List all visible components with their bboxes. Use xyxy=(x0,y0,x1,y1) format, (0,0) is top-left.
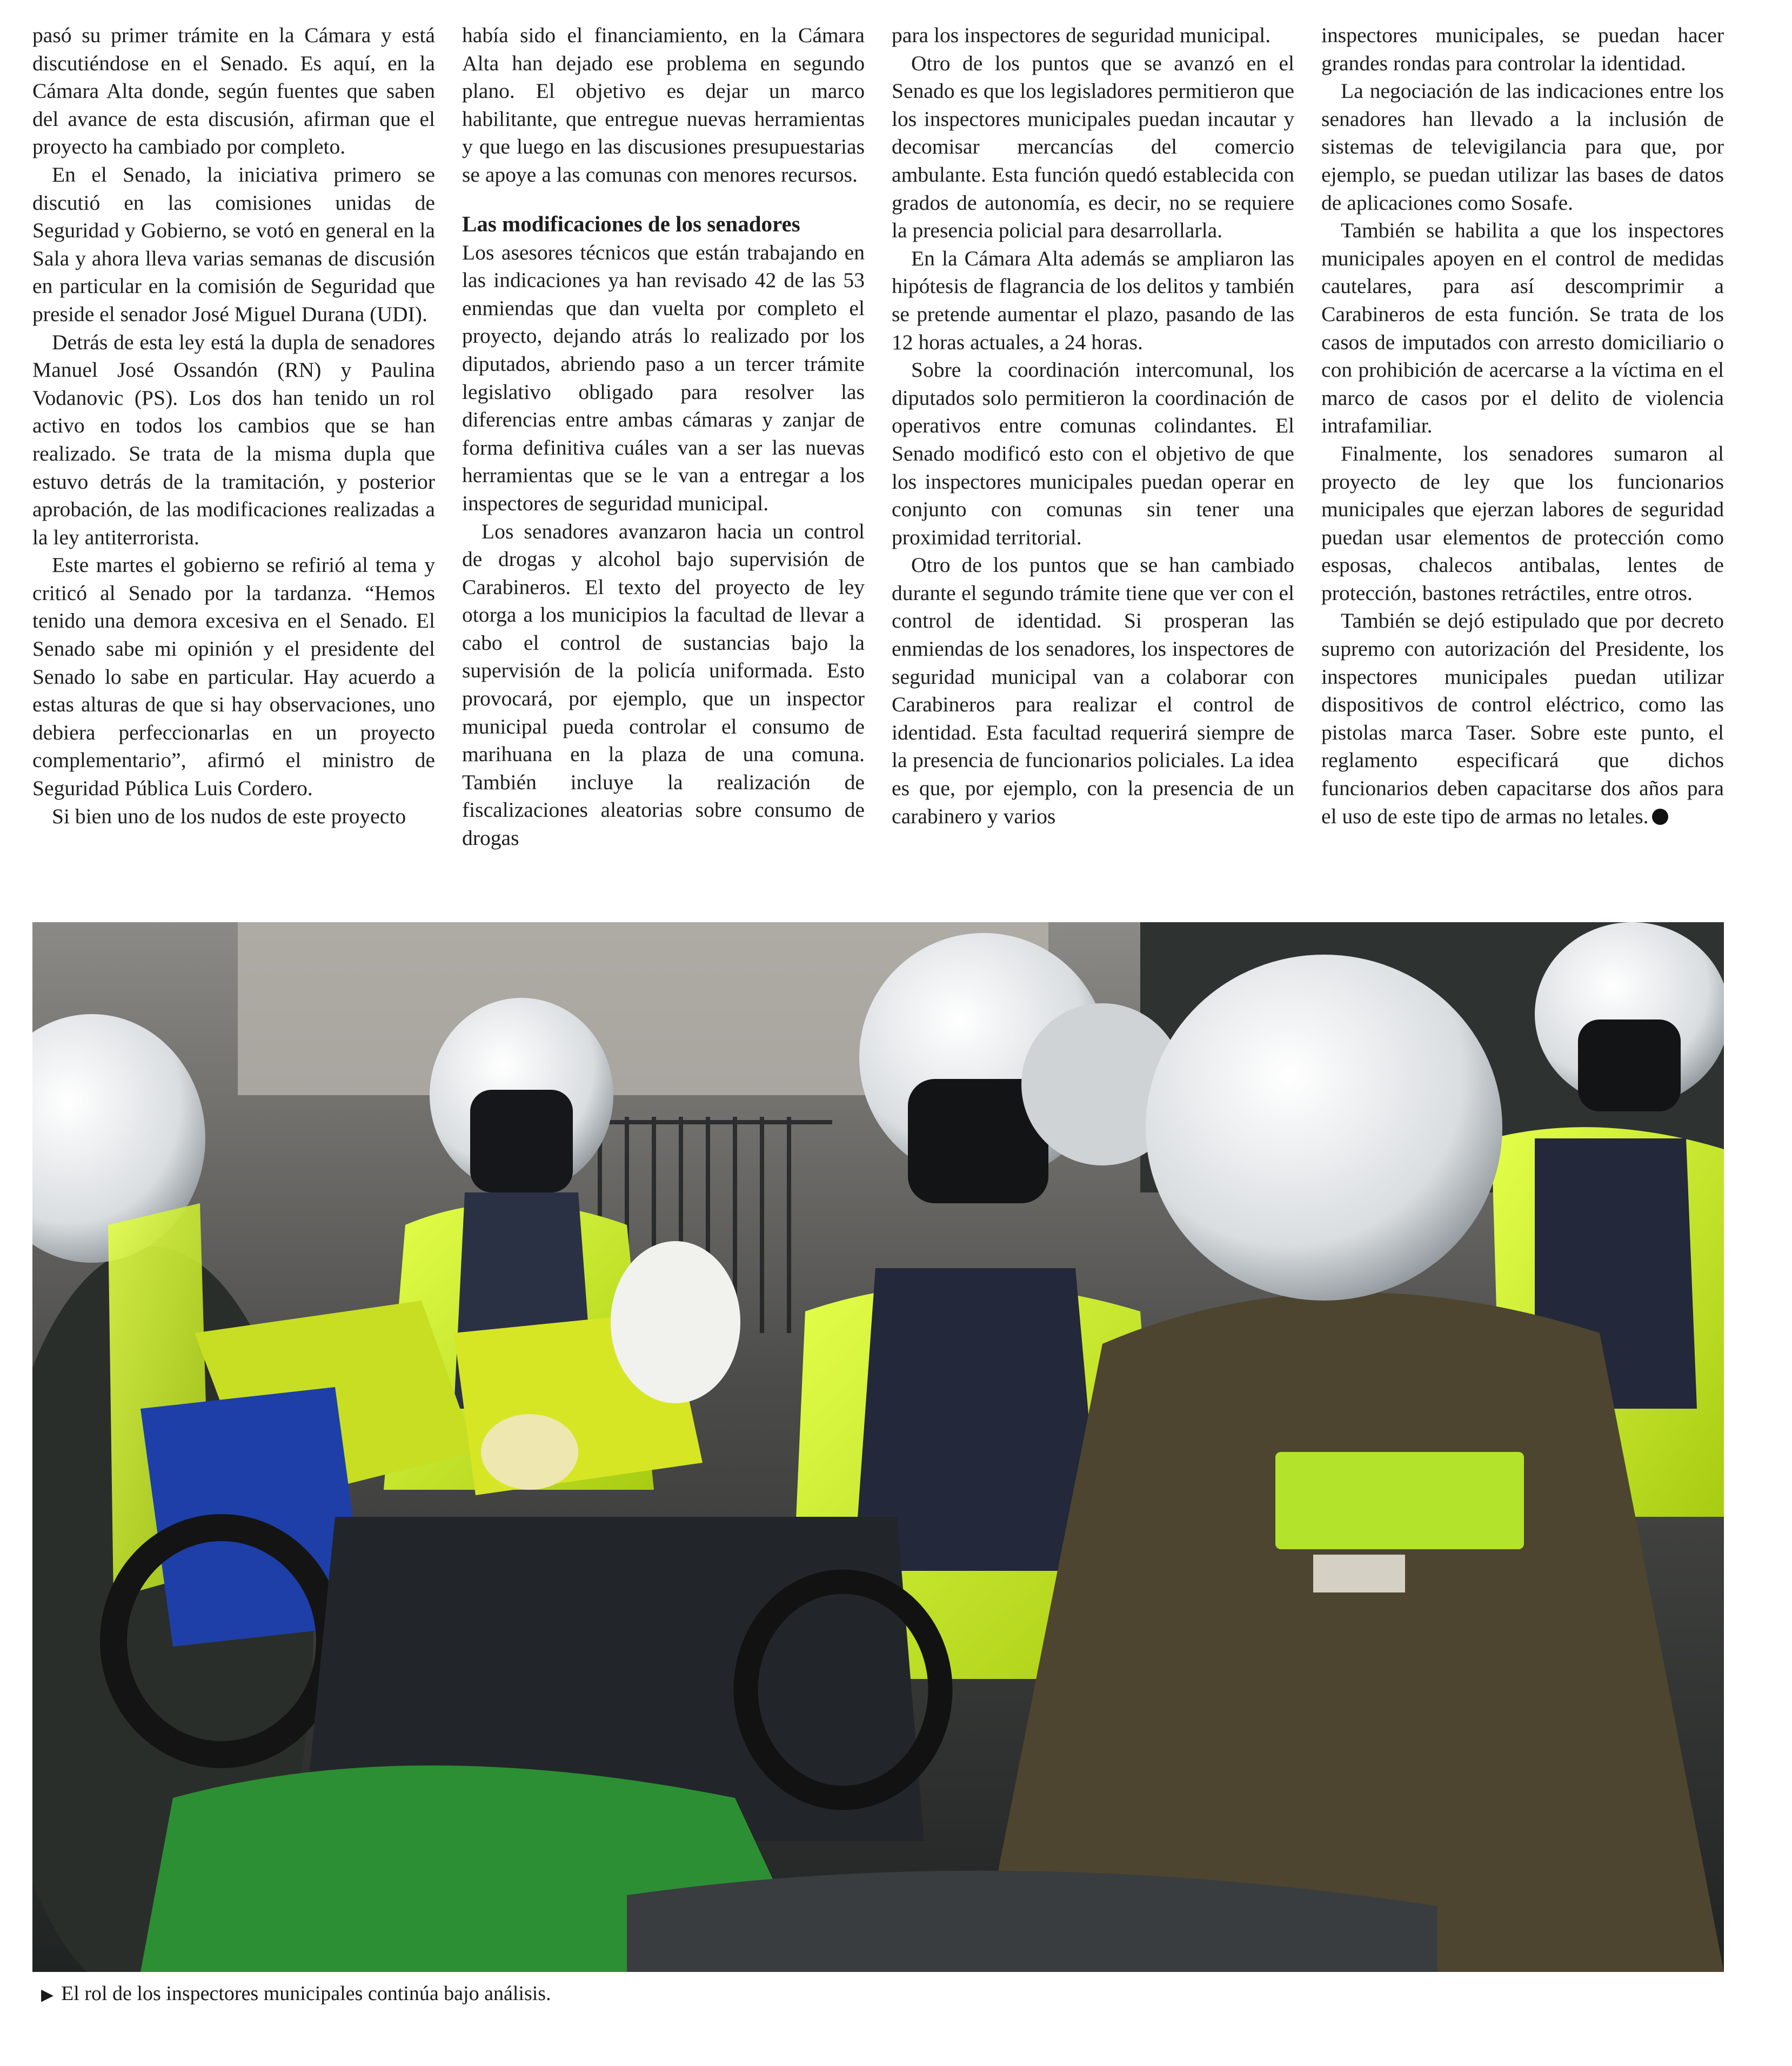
photo-caption xyxy=(41,1981,551,2008)
paragraph: Si bien uno de los nudos de este proyecto xyxy=(52,804,406,828)
paragraph: También se habilita a que los inspectores municipales apoyen en el control de medidas cautelares, para así descomprimir a Carabineros de esta función. Se trata de los casos de imputados con arresto domiciliario o con prohibición de acercarse a la víctima en el marco de casos por el delito de violencia intrafamiliar. xyxy=(1321,218,1724,438)
article-columns xyxy=(32,22,1729,908)
paragraph: En la Cámara Alta además se ampliaron las hipótesis de flagrancia de los delitos y también se pretende aumentar el plazo, pasando de las 12 horas actuales, a 24 horas. xyxy=(892,246,1294,354)
paragraph: Los senadores avanzaron hacia un control de drogas y alcohol bajo supervisión de Carabineros. El texto del proyecto de ley otorga a los municipios la facultad de llevar a cabo el control de sustancias bajo la supervisión de la policía uniformada. Esto provocará, por ejemplo, que un inspector municipal pueda controlar el consumo de marihuana en la plaza de una comuna. También incluye la realización de fiscalizaciones aleatorias sobre consumo de drogas xyxy=(462,519,865,850)
news-photo xyxy=(32,922,1724,1972)
paragraph: inspectores municipales, se puedan hacer grandes rondas para controlar la identidad. xyxy=(1321,23,1724,75)
paragraph: había sido el financiamiento, en la Cámara Alta han dejado ese problema en segundo plano. El objetivo es dejar un marco habilitante, que entregue nuevas herramientas y que luego en las discusiones presupuestarias se apoye a las comunas con menores recursos. xyxy=(462,23,865,186)
paragraph: La negociación de las indicaciones entre los senadores han llevado a la inclusión de sistemas de televigilancia para que, por ejemplo, se puedan utilizar las bases de datos de aplicaciones como Sosafe. xyxy=(1321,79,1724,215)
caption-arrow-icon: ▶ xyxy=(41,1986,54,2004)
paragraph: Otro de los puntos que se han cambiado durante el segundo trámite tiene que ver con el control de identidad. Si prosperan las enmiendas de los senadores, los inspectores de seguridad municipal van a colaborar con Carabineros para realizar el control de identidad. Esta facultad requerirá siempre de la presencia de funcionarios policiales. La idea es que, por ejemplo, con la presencia de un carabinero y varios xyxy=(892,553,1294,828)
paragraph: Detrás de esta ley está la dupla de senadores Manuel José Ossandón (RN) y Paulina Vodanovic (PS). Los dos han tenido un rol activo en todos los cambios que se han realizado. Se trata de la misma dupla que estuvo detrás de la tramitación, y posterior aprobación, de las modificaciones realizadas a la ley antiterrorista. xyxy=(32,330,435,549)
photo-illustration xyxy=(32,922,1724,1972)
column-3 xyxy=(892,22,1294,908)
paragraph: para los inspectores de seguridad municipal. xyxy=(892,23,1271,47)
paragraph: Finalmente, los senadores sumaron al proyecto de ley que los funcionarios municipales que ejerzan labores de seguridad puedan usar elementos de protección como esposas, chalecos antibalas, lentes de protección, bastones retráctiles, entre otros. xyxy=(1321,441,1724,605)
paragraph: Este martes el gobierno se refirió al tema y criticó al Senado por la tardanza. “Hemos tenido una demora excesiva en el Senado. El Senado sabe mi opinión y el presidente del Senado lo sabe en particular. Hay acuerdo a estas alturas de que si hay observaciones, uno debiera perfeccionarlas en un proyecto complementario”, afirmó el ministro de Seguridad Pública Luis Cordero. xyxy=(32,553,435,801)
paragraph: pasó su primer trámite en la Cámara y está discutiéndose en el Senado. Es aquí, en la Cámara Alta donde, según fuentes que saben del avance de esta discusión, afirman que el proyecto ha cambiado por completo. xyxy=(32,23,435,159)
paragraph: En el Senado, la iniciativa primero se discutió en las comisiones unidas de Seguridad y Gobierno, se votó en general en la Sala y ahora lleva varias semanas de discusión en particular en la comisión de Seguridad que preside el senador José Miguel Durana (UDI). xyxy=(32,162,435,326)
subheading: Las modificaciones de los senadores xyxy=(462,211,800,236)
last-paragraph xyxy=(1321,607,1724,830)
column-2 xyxy=(462,22,865,908)
end-mark-icon xyxy=(1652,809,1668,825)
paragraph: Sobre la coordinación intercomunal, los diputados solo permitieron la coordinación de operativos entre comunas colindantes. El Senado modificó esto con el objetivo de que los inspectores municipales puedan operar en conjunto con comunas sin tener una proximidad territorial. xyxy=(892,358,1294,549)
paragraph: Otro de los puntos que se avanzó en el Senado es que los legisladores permitieron que los inspectores municipales puedan incautar y decomisar mercancías del comercio ambulante. Esta función quedó establecida con grados de autonomía, es decir, no se requiere la presencia policial para desarrollarla. xyxy=(892,51,1294,243)
paragraph: Los asesores técnicos que están trabajando en las indicaciones ya han revisado 42 de las 53 enmiendas que dan vuelta por completo el proyecto, dejando atrás lo realizado por los diputados, abriendo paso a un tercer trámite legislativo obligado para resolver las diferencias entre ambas cámaras y zanjar de forma definitiva cuáles van a ser las nuevas herramientas que se le van a entregar a los inspectores de seguridad municipal. xyxy=(462,240,865,515)
caption-text: El rol de los inspectores municipales continúa bajo análisis. xyxy=(61,1982,551,2005)
column-1 xyxy=(32,22,435,908)
column-4 xyxy=(1321,22,1724,908)
paragraph-text: También se dejó estipulado que por decreto supremo con autorización del Presidente, los inspectores municipales puedan utilizar dispositivos de control eléctrico, como las pistolas marca Taser. Sobre este punto, el reglamento especificará que dichos funcionarios deben capacitarse dos años para el uso de este tipo de armas no letales. xyxy=(1321,609,1724,828)
